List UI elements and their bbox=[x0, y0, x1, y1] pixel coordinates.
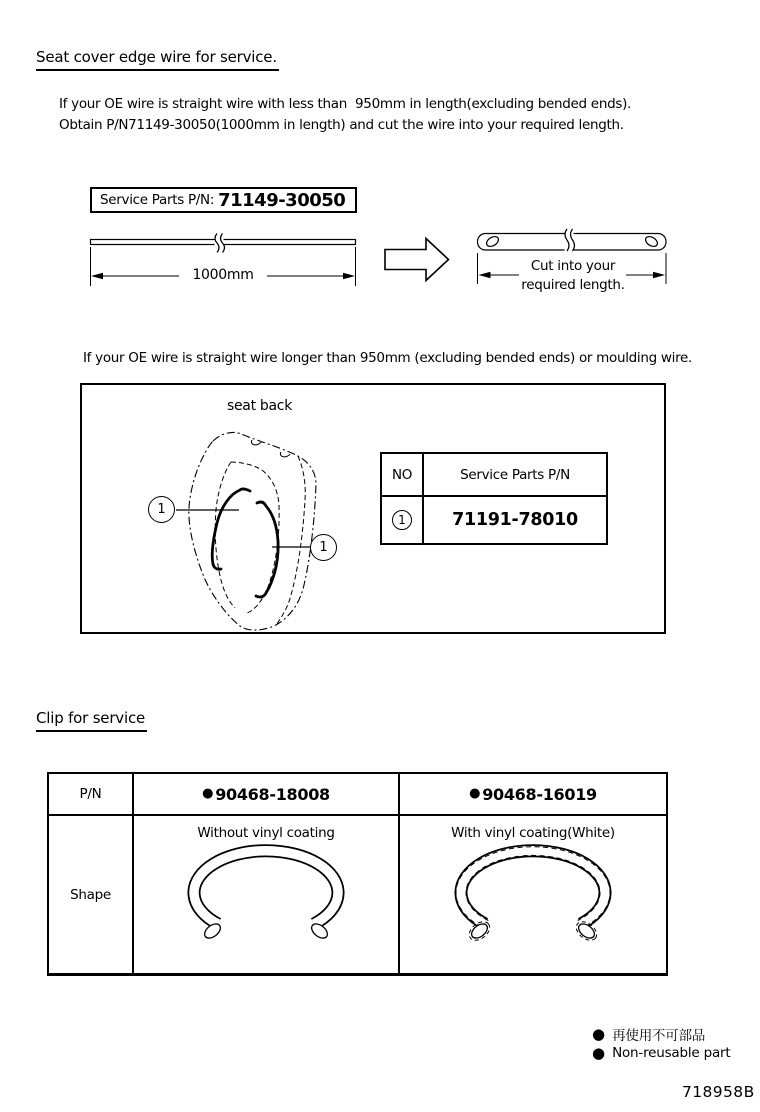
clip-section-title: Clip for service bbox=[36, 709, 147, 732]
legend-jp bbox=[592, 1024, 705, 1044]
service-parts-number: 71149-30050 bbox=[218, 189, 346, 211]
wire-length-label: 1000mm bbox=[180, 267, 266, 283]
seat-back-label: seat back bbox=[227, 398, 292, 414]
circled-number-1 bbox=[392, 510, 412, 530]
cut-instruction-line2: required length. bbox=[521, 277, 625, 293]
callout-leader-lines bbox=[176, 510, 310, 547]
without-coating-label: Without vinyl coating bbox=[197, 825, 335, 841]
service-parts-label: Service Parts P/N: bbox=[100, 192, 219, 208]
non-reusable-dot-icon: ● bbox=[592, 1024, 606, 1043]
clip-table bbox=[47, 772, 668, 976]
callout-1-right bbox=[310, 534, 337, 561]
seat-outline bbox=[189, 432, 316, 630]
callout-number: 1 bbox=[319, 540, 328, 555]
parts-table-no-header: NO bbox=[382, 454, 424, 497]
non-reusable-dot-icon: ● bbox=[592, 1043, 606, 1062]
clip-table-pn-header: P/N bbox=[49, 774, 134, 816]
parts-table-pn-header: Service Parts P/N bbox=[424, 454, 606, 497]
clip-drawing-plain bbox=[176, 841, 356, 953]
parts-table-row-pn: 71191-78010 bbox=[452, 510, 578, 530]
right-arrow-icon bbox=[385, 239, 449, 281]
legend-en-text: Non-reusable part bbox=[612, 1045, 731, 1061]
clip-table-shape-header: Shape bbox=[49, 816, 134, 973]
wire-break-mark bbox=[215, 234, 225, 253]
seat-panel-lines bbox=[215, 456, 305, 625]
seat-back-illustration bbox=[140, 424, 345, 634]
row-number: 1 bbox=[398, 513, 406, 527]
legend-en bbox=[592, 1045, 731, 1061]
document-number: 718958B bbox=[682, 1083, 755, 1101]
edge-wire-intro-line2: Obtain P/N71149-30050(1000mm in length) and cut the wire into your required length. bbox=[59, 117, 624, 133]
headrest-mount-marks bbox=[251, 440, 290, 457]
non-reusable-dot-icon: ● bbox=[469, 785, 481, 801]
clip-pn-without-value: 90468-18008 bbox=[215, 784, 330, 804]
non-reusable-dot-icon: ● bbox=[202, 785, 214, 801]
parts-table-row-no bbox=[382, 497, 424, 543]
clip-drawing-coated bbox=[443, 841, 623, 953]
edge-wires bbox=[212, 489, 278, 597]
cut-instruction-line1: Cut into your bbox=[521, 258, 625, 274]
clip-shape-with bbox=[400, 816, 666, 973]
bent-end-wire bbox=[478, 229, 667, 253]
seat-back-parts-table bbox=[380, 452, 608, 545]
clip-pn-with-value: 90468-16019 bbox=[482, 784, 597, 804]
edge-wire-section-title: Seat cover edge wire for service. bbox=[36, 48, 279, 71]
clip-shape-without bbox=[134, 816, 400, 973]
edge-wire-intro-line1: If your OE wire is straight wire with less than 950mm in length(excluding bended ends). bbox=[59, 96, 632, 112]
callout-number: 1 bbox=[157, 502, 166, 517]
with-coating-label: With vinyl coating(White) bbox=[451, 825, 615, 841]
clip-pn-without bbox=[134, 774, 400, 816]
longer-wire-note: If your OE wire is straight wire longer than 950mm (excluding bended ends) or moulding wire. bbox=[83, 350, 693, 366]
service-parts-box bbox=[90, 187, 357, 213]
clip-pn-with bbox=[400, 774, 666, 816]
legend-jp-text: 再使用不可部品 bbox=[612, 1028, 706, 1044]
callout-1-left bbox=[148, 496, 175, 523]
